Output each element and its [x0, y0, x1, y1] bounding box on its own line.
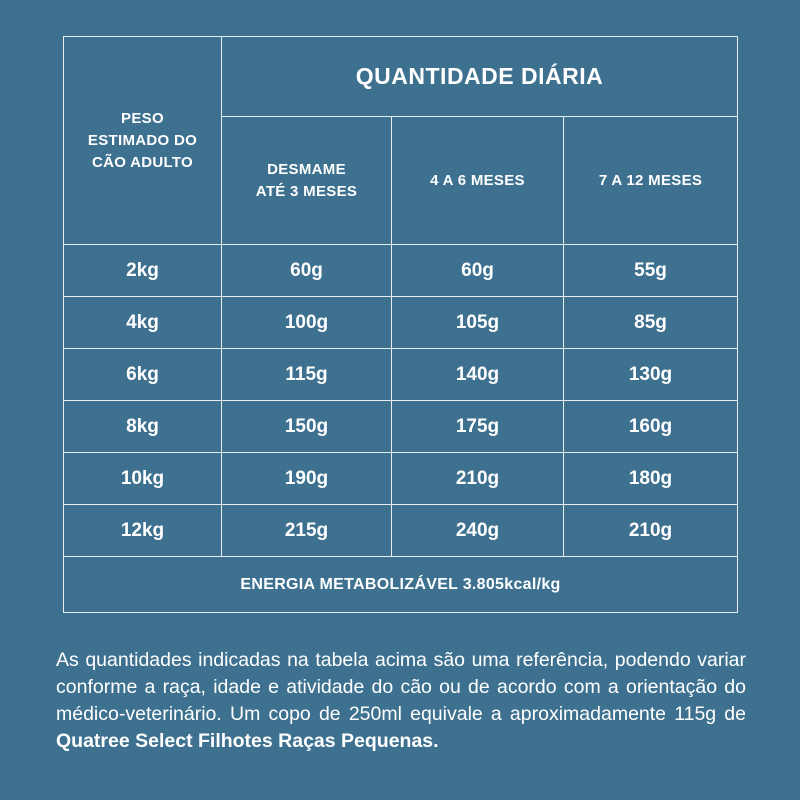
- weight-header-line-2: ESTIMADO DO: [87, 131, 198, 149]
- age-header-weaning: [222, 117, 392, 245]
- note-product-name: Quatree Select Filhotes Raças Pequenas.: [56, 729, 439, 752]
- header-row-top: [64, 37, 738, 117]
- feeding-table-container: [63, 36, 737, 608]
- age-header-4-6: 4 A 6 MESES: [392, 117, 564, 245]
- age-header-7-12: 7 A 12 MESES: [564, 117, 738, 245]
- table-row: [64, 401, 738, 453]
- note-text: As quantidades indicadas na tabela acima são uma referência, podendo variar conforme a raça, idade e atividade do cão ou de acordo com a orientação do médico-veterinário. Um copo de 250ml equivale a aproximadamente 115g de: [56, 648, 746, 725]
- weight-header-line-3: CÃO ADULTO: [91, 153, 194, 171]
- weight-header-line-1: PESO: [121, 109, 164, 127]
- amount-cell-7-12: 55g: [564, 245, 738, 297]
- amount-cell-4-6: 240g: [392, 505, 564, 557]
- amount-cell-weaning: 150g: [222, 401, 392, 453]
- weight-cell: 4kg: [64, 297, 222, 349]
- amount-cell-4-6: 140g: [392, 349, 564, 401]
- amount-cell-7-12: 85g: [564, 297, 738, 349]
- table-row: [64, 297, 738, 349]
- amount-cell-weaning: 190g: [222, 453, 392, 505]
- table-row: [64, 245, 738, 297]
- weight-cell: 10kg: [64, 453, 222, 505]
- amount-cell-7-12: 180g: [564, 453, 738, 505]
- feeding-table: [63, 36, 738, 613]
- table-row: [64, 453, 738, 505]
- amount-cell-weaning: 115g: [222, 349, 392, 401]
- energy-row: [64, 557, 738, 613]
- amount-cell-7-12: 130g: [564, 349, 738, 401]
- age-header-weaning-line-1: DESMAME: [267, 160, 346, 178]
- feeding-note: [56, 647, 746, 755]
- amount-cell-4-6: 210g: [392, 453, 564, 505]
- amount-cell-weaning: 100g: [222, 297, 392, 349]
- weight-cell: 6kg: [64, 349, 222, 401]
- amount-cell-4-6: 60g: [392, 245, 564, 297]
- weight-cell: 8kg: [64, 401, 222, 453]
- weight-column-header: [64, 37, 222, 245]
- amount-cell-7-12: 210g: [564, 505, 738, 557]
- amount-cell-weaning: 60g: [222, 245, 392, 297]
- table-row: [64, 505, 738, 557]
- table-row: [64, 349, 738, 401]
- age-header-weaning-line-2: ATÉ 3 MESES: [255, 182, 358, 200]
- weight-cell: 2kg: [64, 245, 222, 297]
- daily-amount-header: QUANTIDADE DIÁRIA: [222, 37, 738, 117]
- amount-cell-weaning: 215g: [222, 505, 392, 557]
- amount-cell-4-6: 175g: [392, 401, 564, 453]
- weight-cell: 12kg: [64, 505, 222, 557]
- amount-cell-4-6: 105g: [392, 297, 564, 349]
- amount-cell-7-12: 160g: [564, 401, 738, 453]
- energy-cell: ENERGIA METABOLIZÁVEL 3.805kcal/kg: [64, 557, 738, 613]
